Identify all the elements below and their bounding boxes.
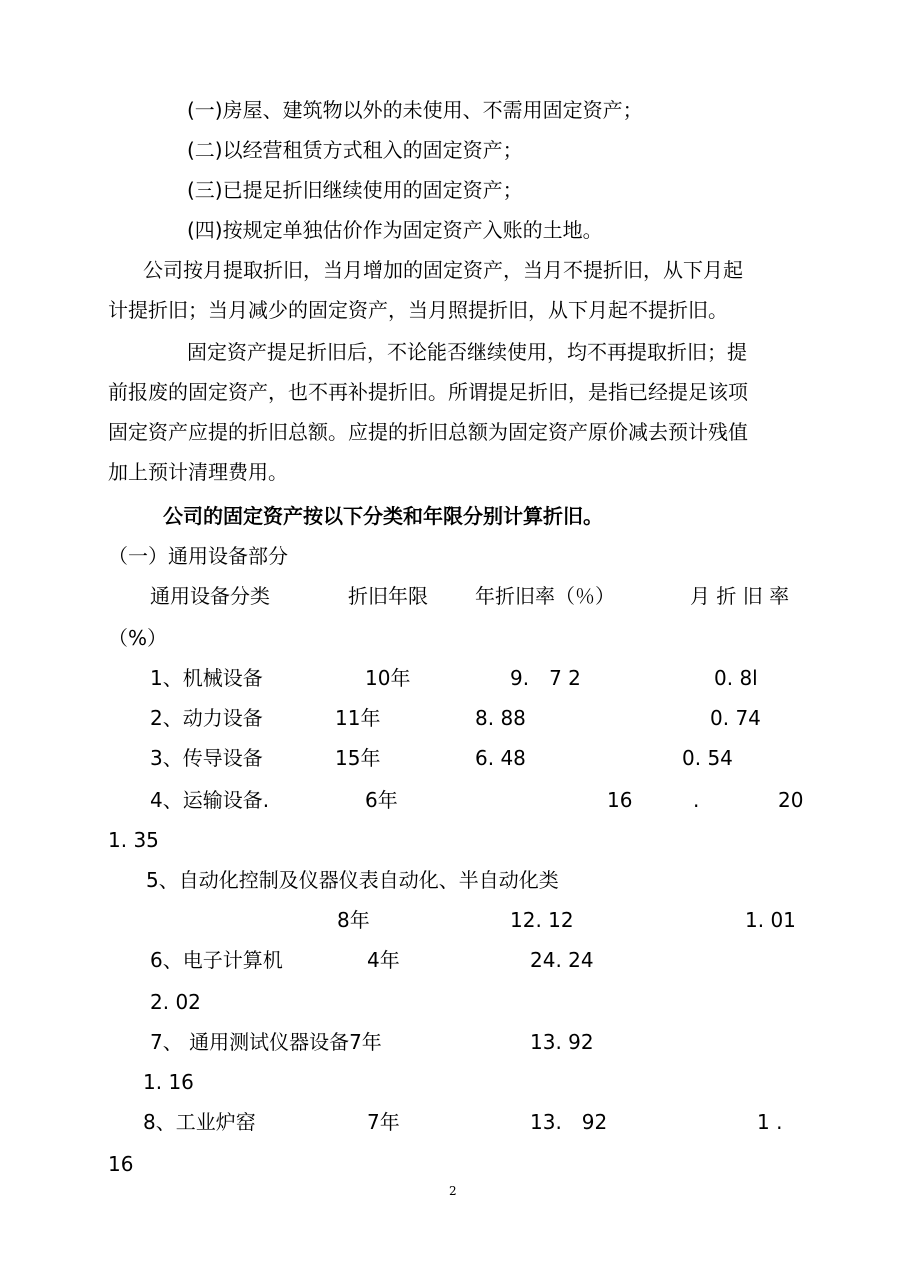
list-item: (一)房屋、建筑物以外的未使用、不需用固定资产；: [187, 98, 643, 122]
row-monthly: 1. 01: [745, 908, 796, 932]
row-annual-part: .: [693, 788, 700, 812]
paragraph-line: 固定资产应提的折旧总额。应提的折旧总额为固定资产原价减去预计残值: [108, 420, 748, 444]
row-annual-part: 16: [607, 788, 633, 812]
paragraph-line: 计提折旧；当月减少的固定资产，当月照提折旧，从下月起不提折旧。: [108, 298, 728, 322]
header-monthly-rate: 月 折 旧 率: [690, 584, 790, 608]
row-name: 5、自动化控制及仪器仪表自动化、半自动化类: [146, 868, 559, 892]
list-item: (二)以经营租赁方式租入的固定资产；: [187, 138, 523, 162]
row-years: 4年: [367, 948, 400, 972]
row-years: 7年: [367, 1110, 400, 1134]
list-item: (三)已提足折旧继续使用的固定资产；: [187, 178, 523, 202]
header-monthly-rate-unit: （%）: [108, 626, 168, 650]
row-years: 8年: [337, 908, 370, 932]
row-annual-part: 20: [778, 788, 804, 812]
row-name: 7、 通用测试仪器设备7年: [150, 1030, 382, 1054]
list-item: (四)按规定单独估价作为固定资产入账的土地。: [187, 218, 603, 242]
row-name: 1、机械设备: [150, 666, 263, 690]
row-name: 6、电子计算机: [150, 948, 283, 972]
row-monthly: 2. 02: [150, 990, 201, 1014]
row-monthly: 1. 16: [143, 1070, 194, 1094]
row-years: 6年: [365, 788, 398, 812]
paragraph-line: 加上预计清理费用。: [108, 460, 288, 484]
row-annual: 24. 24: [530, 948, 594, 972]
row-monthly-part: 16: [108, 1152, 134, 1176]
row-annual: 8. 88: [475, 706, 526, 730]
row-years: 15年: [335, 746, 381, 770]
row-years: 10年: [365, 666, 411, 690]
header-category: 通用设备分类: [150, 584, 270, 608]
row-name: 4、运输设备.: [150, 788, 270, 812]
row-name: 3、传导设备: [150, 746, 263, 770]
row-name: 8、工业炉窑: [143, 1110, 256, 1134]
row-name: 2、动力设备: [150, 706, 263, 730]
row-annual: 13. 92: [530, 1030, 594, 1054]
header-annual-rate: 年折旧率（％）: [475, 584, 615, 608]
header-years: 折旧年限: [348, 584, 428, 608]
row-monthly: 1. 35: [108, 828, 159, 852]
row-monthly-part: 1 .: [757, 1110, 783, 1134]
row-annual: 6. 48: [475, 746, 526, 770]
paragraph-line: 公司按月提取折旧，当月增加的固定资产，当月不提折旧，从下月起: [143, 258, 743, 282]
paragraph-line: 固定资产提足折旧后，不论能否继续使用，均不再提取折旧；提: [187, 340, 747, 364]
section-title: （一）通用设备部分: [108, 544, 288, 568]
section-heading: 公司的固定资产按以下分类和年限分别计算折旧。: [163, 504, 603, 528]
row-monthly: 0. 74: [710, 706, 761, 730]
paragraph-line: 前报废的固定资产，也不再补提折旧。所谓提足折旧，是指已经提足该项: [108, 380, 748, 404]
page-number: 2: [449, 1184, 457, 1198]
row-years: 11年: [335, 706, 381, 730]
row-annual: 12. 12: [510, 908, 574, 932]
row-monthly: 0. 54: [682, 746, 733, 770]
row-annual: 9. 7 2: [510, 666, 581, 690]
row-monthly: 0. 8l: [714, 666, 758, 690]
row-annual: 13. 92: [530, 1110, 608, 1134]
